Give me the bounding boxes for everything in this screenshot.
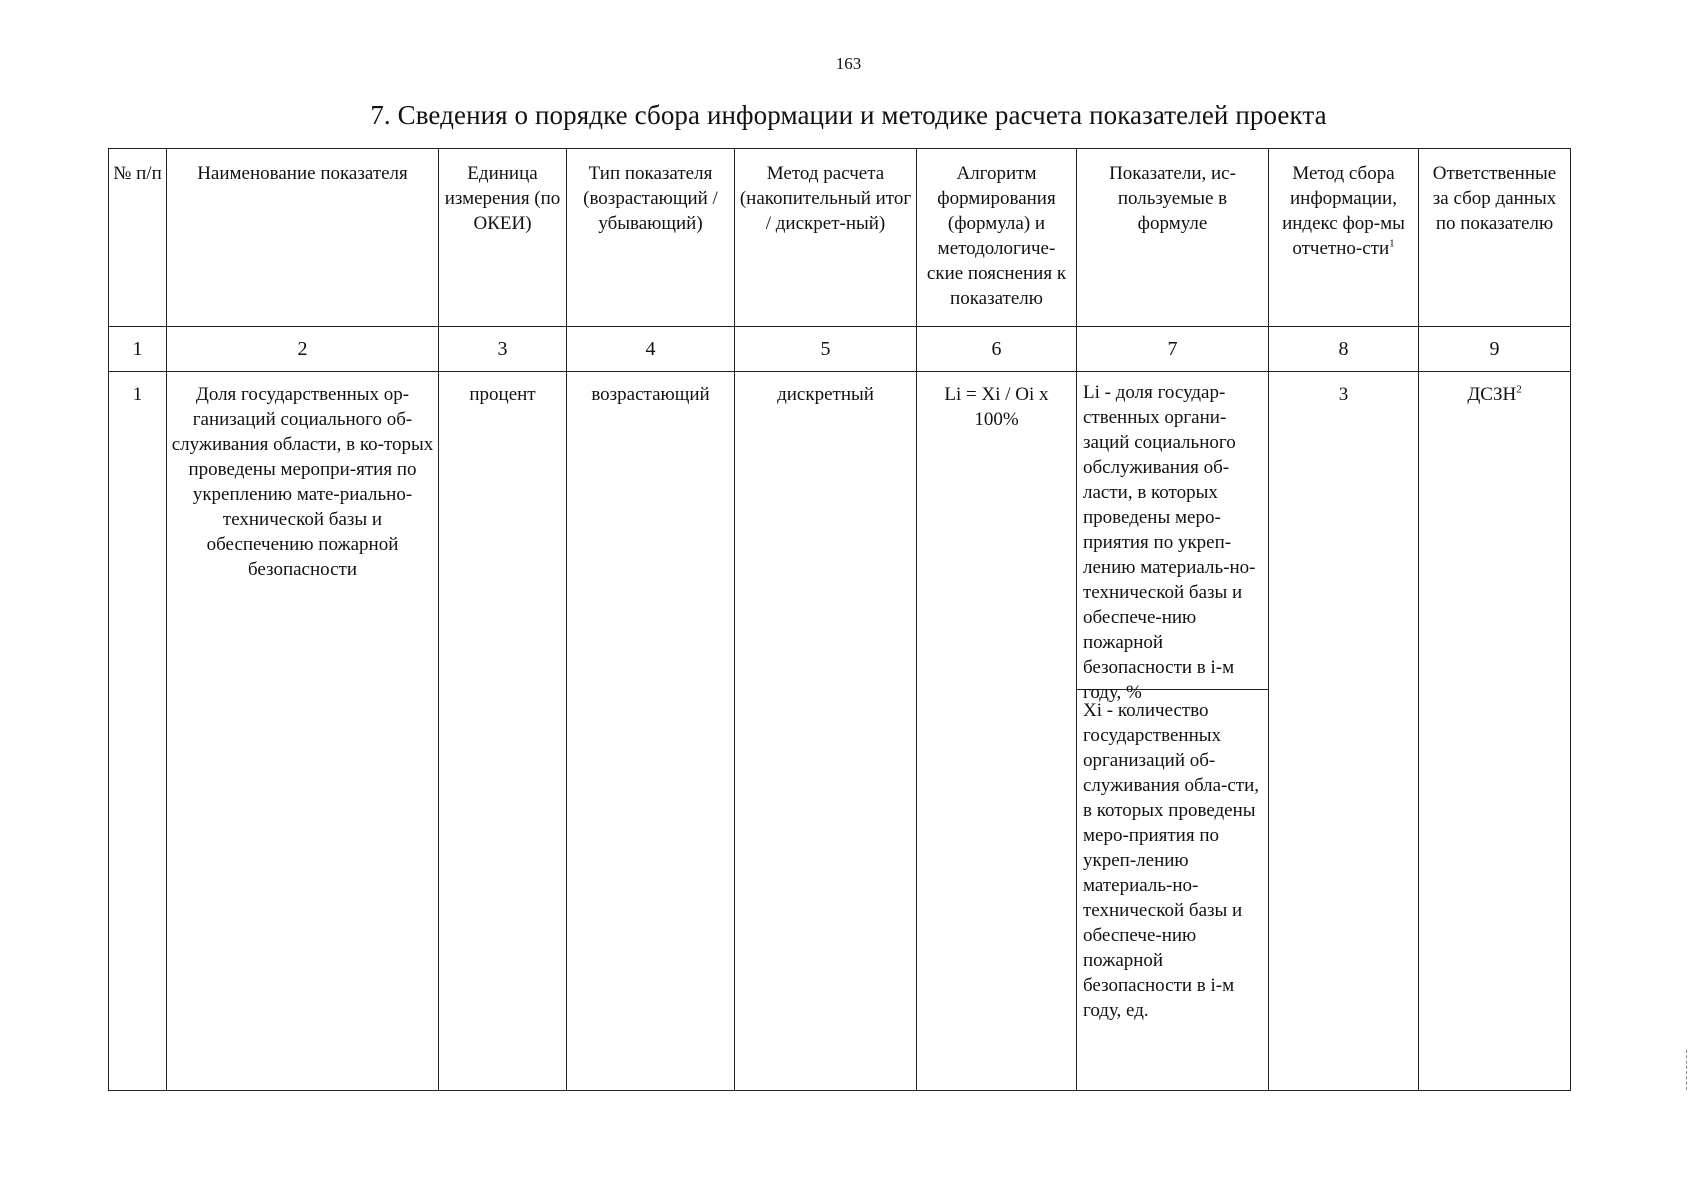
header-text: Метод сбора информации, индекс фор-мы отчетно-сти — [1282, 163, 1405, 259]
formula-indicator-li: Li - доля государ-ственных органи-заций социального обслуживания об-ласти, в которых проведены меро-приятия по укреп-лению материаль-но-технической базы и обеспече-нию пожарной безопасности в i-м году, % — [1077, 372, 1268, 690]
formula-indicators-cell — [1077, 372, 1269, 1091]
page-number: 163 — [835, 54, 862, 73]
column-number: 6 — [917, 327, 1077, 372]
responsible-text: ДСЗН — [1467, 384, 1517, 405]
column-number: 3 — [439, 327, 567, 372]
header-cell: Метод расчета (накопительный итог / дискрет-ный) — [735, 149, 917, 327]
indicators-table — [108, 148, 1571, 1091]
column-number: 1 — [109, 327, 167, 372]
footnote-mark: 2 — [1516, 383, 1522, 396]
page-title: 7. Сведения о порядке сбора информации и методике расчета показателей проекта — [370, 100, 1327, 130]
column-number: 4 — [567, 327, 735, 372]
column-number-row — [109, 327, 1571, 372]
header-cell: № п/п — [109, 149, 167, 327]
header-cell: Показатели, ис-пользуемые в формуле — [1077, 149, 1269, 327]
method-cell: дискретный — [735, 372, 917, 1091]
header-row — [109, 149, 1571, 327]
header-cell: Тип показателя (возрастающий / убывающий) — [567, 149, 735, 327]
column-number: 8 — [1269, 327, 1419, 372]
header-cell: Наименование показателя — [167, 149, 439, 327]
header-cell: Единица измерения (по ОКЕИ) — [439, 149, 567, 327]
column-number: 5 — [735, 327, 917, 372]
header-cell: Алгоритм формирования (формула) и методологиче-ские пояснения к показателю — [917, 149, 1077, 327]
collection-method-cell: 3 — [1269, 372, 1419, 1091]
column-number: 7 — [1077, 327, 1269, 372]
unit-cell: процент — [439, 372, 567, 1091]
algorithm-cell: Li = Xi / Oi x 100% — [917, 372, 1077, 1091]
header-cell: Ответственные за сбор данных по показателю — [1419, 149, 1571, 327]
table-row — [109, 372, 1571, 1091]
formula-indicator-xi: Xi - количество государственных организаций об-служивания обла-сти, в которых проведены меро-приятия по укреп-лению материаль-но-технической базы и обеспече-нию пожарной безопасности в i-м году, ед. — [1083, 700, 1260, 1021]
column-number: 2 — [167, 327, 439, 372]
row-number: 1 — [109, 372, 167, 1091]
indicator-name: Доля государственных ор-ганизаций социального об-служивания области, в ко-торых проведены меропри-ятия по укреплению мате-риально-технической базы и обеспечению пожарной безопасности — [167, 372, 439, 1091]
scan-edge-marks — [1686, 1050, 1693, 1090]
column-number: 9 — [1419, 327, 1571, 372]
responsible-cell — [1419, 372, 1571, 1091]
footnote-mark: 1 — [1389, 237, 1395, 250]
header-cell — [1269, 149, 1419, 327]
type-cell: возрастающий — [567, 372, 735, 1091]
